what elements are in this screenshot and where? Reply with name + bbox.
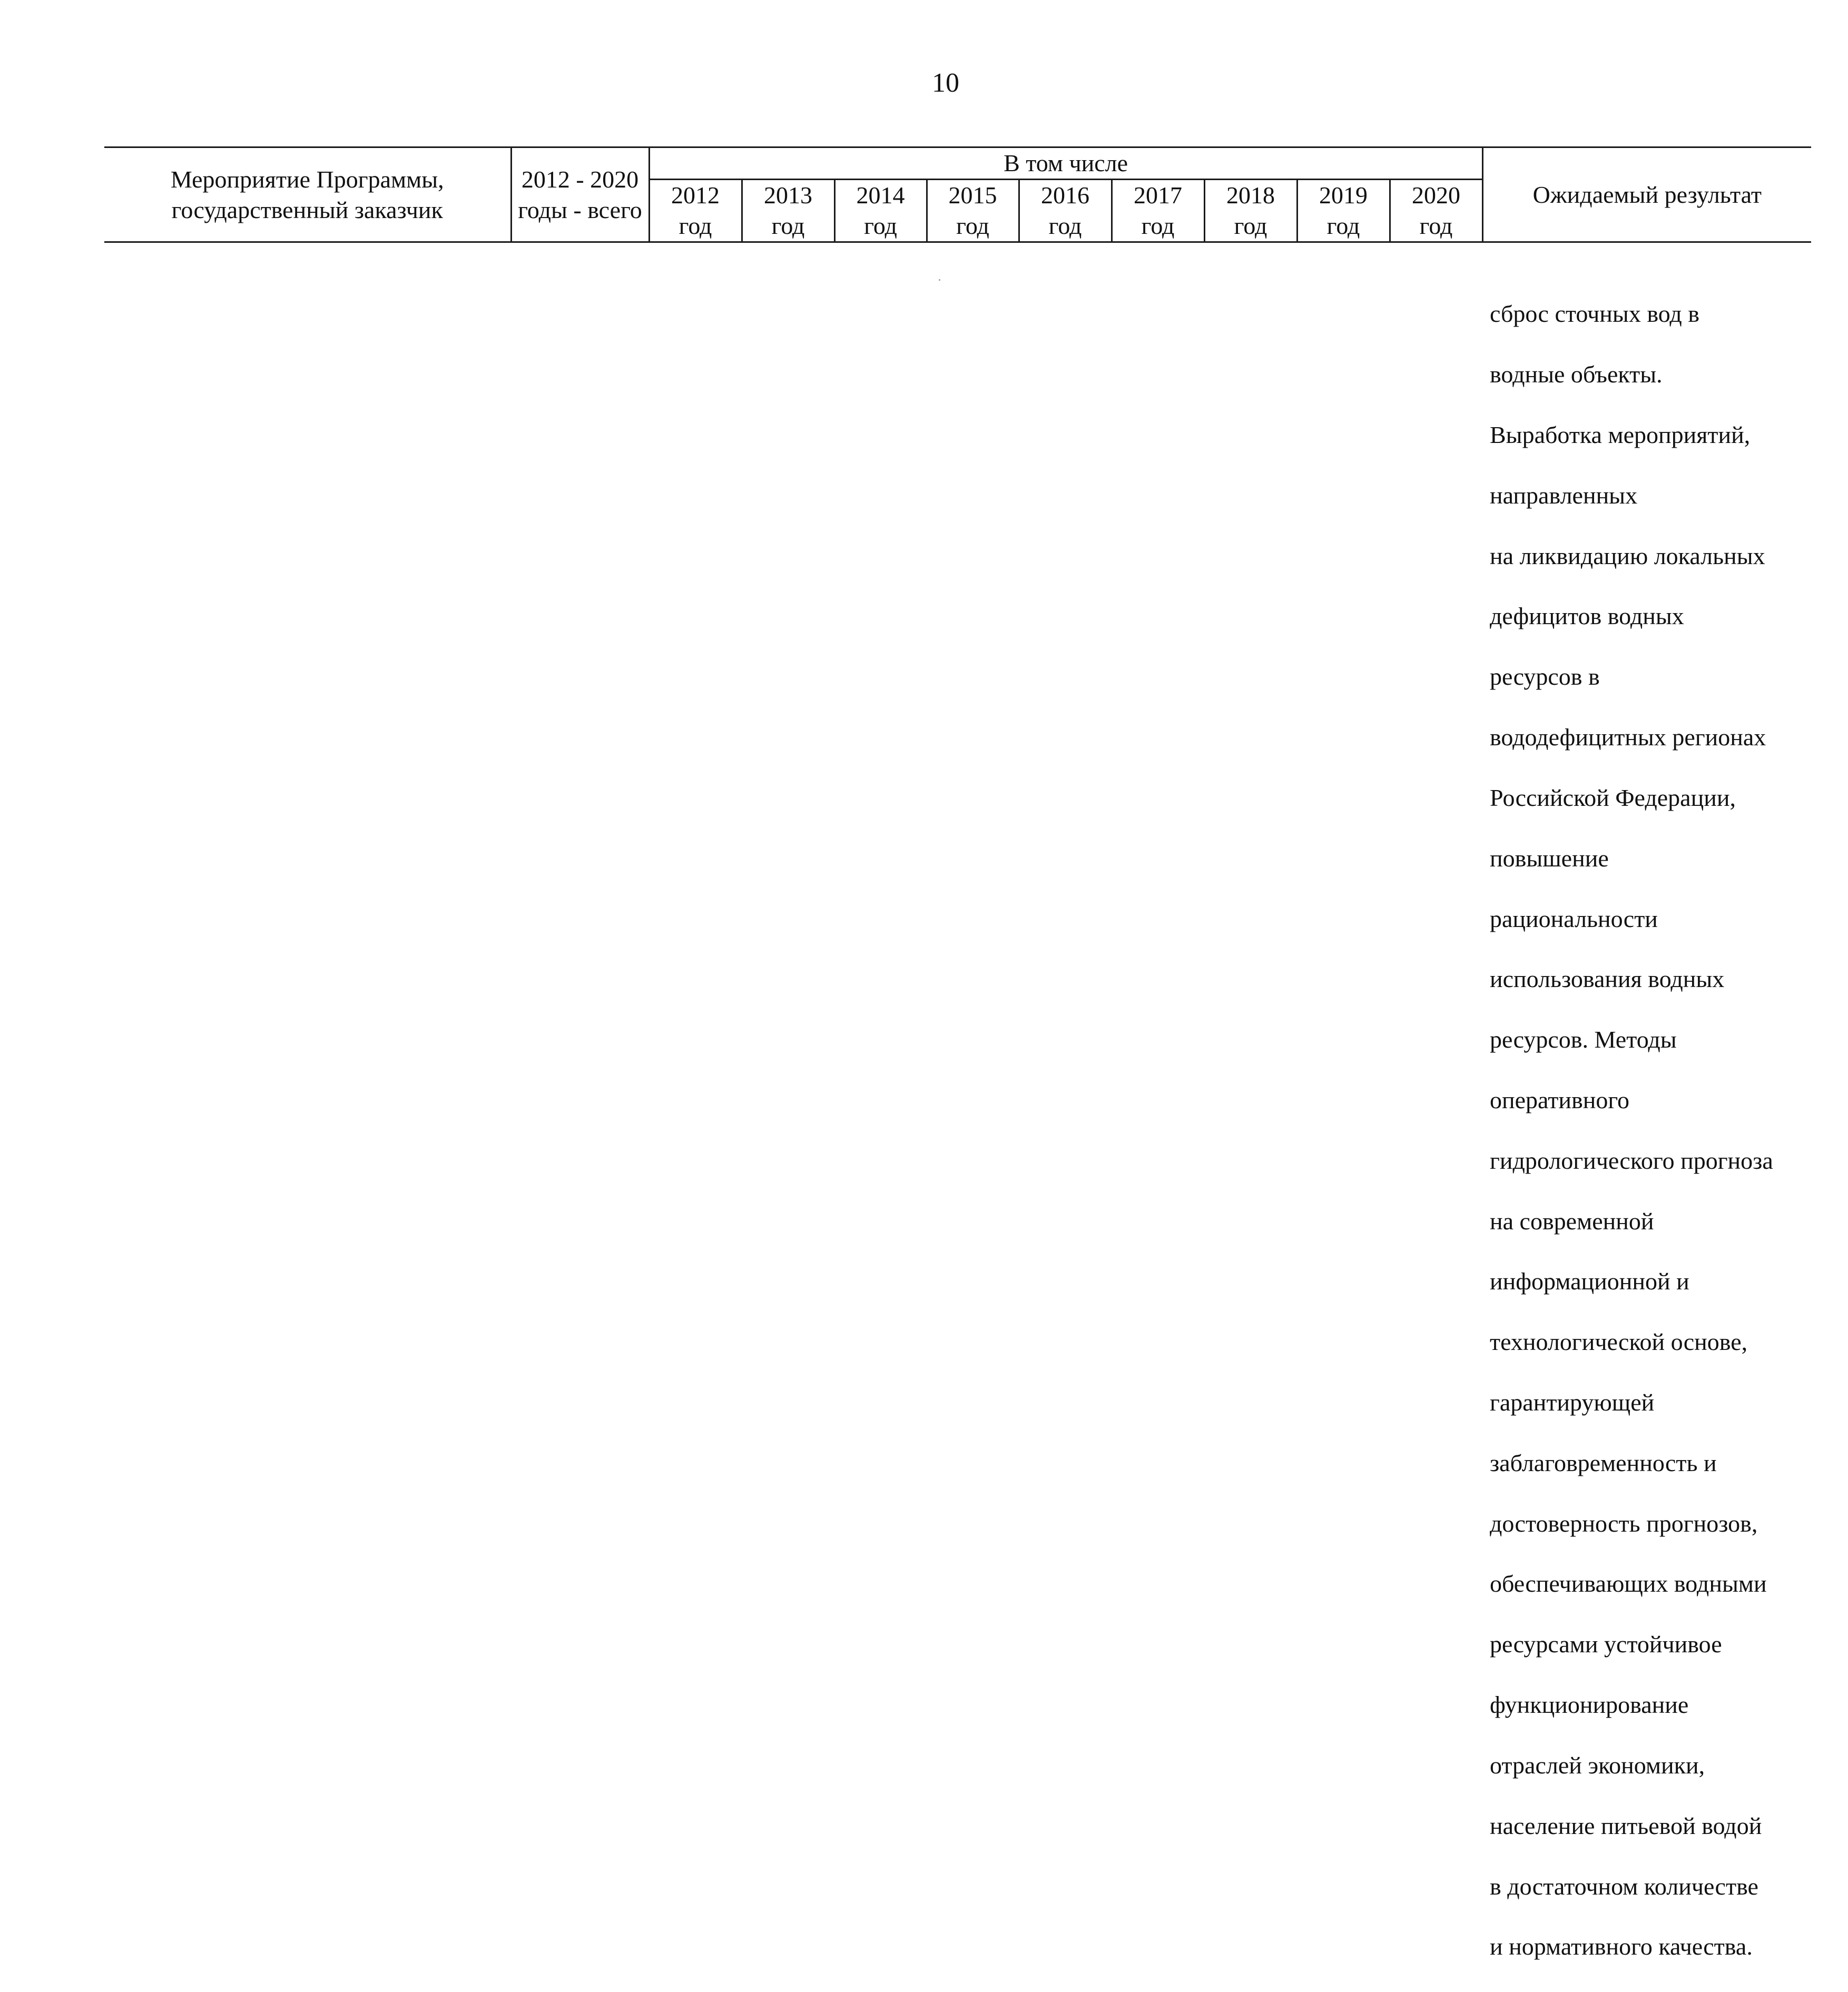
year-header-2013 <box>742 180 834 242</box>
result-line: информационной и <box>1490 1268 1689 1295</box>
result-line: в достаточном количестве <box>1490 1872 1758 1900</box>
year-number: 2015 <box>948 182 997 209</box>
result-line: водные объекты. <box>1490 361 1663 388</box>
year-unit: год <box>771 212 805 239</box>
year-header-2016 <box>1019 180 1112 242</box>
result-line: отраслей экономики, <box>1490 1751 1705 1779</box>
year-number: 2018 <box>1226 182 1275 209</box>
year-header-2017 <box>1112 180 1204 242</box>
year-number: 2019 <box>1319 182 1368 209</box>
year-header-2018 <box>1204 180 1297 242</box>
scan-speck <box>939 279 940 281</box>
year-number: 2014 <box>856 182 905 209</box>
result-line: дефицитов водных <box>1490 603 1684 630</box>
result-line: на современной <box>1490 1207 1654 1235</box>
result-line: ресурсов в <box>1490 663 1600 691</box>
result-column-header: Ожидаемый результат <box>1482 147 1811 242</box>
year-header-2020 <box>1390 180 1482 242</box>
year-number: 2012 <box>671 182 720 209</box>
year-unit: год <box>679 212 712 239</box>
year-header-2014 <box>834 180 927 242</box>
year-unit: год <box>864 212 897 239</box>
total-column-header: 2012 - 2020 годы - всего <box>511 147 649 242</box>
result-line: рациональности <box>1490 905 1658 932</box>
result-line: оперативного <box>1490 1086 1630 1113</box>
result-line: направленных <box>1490 481 1638 509</box>
result-line: население питьевой водой <box>1490 1812 1762 1839</box>
result-line: и нормативного качества. <box>1490 1933 1753 1960</box>
result-line: технологической основе, <box>1490 1328 1748 1356</box>
result-line: Выработка мероприятий, <box>1490 421 1751 449</box>
result-line: обеспечивающих водными <box>1490 1570 1767 1597</box>
result-line: достоверность прогнозов, <box>1490 1510 1758 1537</box>
year-header-2019 <box>1297 180 1390 242</box>
result-line: ресурсами устойчивое <box>1490 1631 1722 1658</box>
result-line: функционирование <box>1490 1691 1689 1719</box>
year-header-2015 <box>927 180 1019 242</box>
result-line: на ликвидацию локальных <box>1490 542 1765 569</box>
year-number: 2013 <box>764 182 812 209</box>
program-table-header <box>104 146 1811 243</box>
year-unit: год <box>1234 212 1267 239</box>
including-header: В том числе <box>649 147 1482 180</box>
result-line: гидрологического прогноза <box>1490 1147 1773 1174</box>
page-number: 10 <box>932 68 959 98</box>
year-unit: год <box>1326 212 1360 239</box>
year-unit: год <box>1048 212 1082 239</box>
year-unit: год <box>1141 212 1175 239</box>
result-line: повышение <box>1490 844 1609 872</box>
result-line: использования водных <box>1490 965 1725 993</box>
year-unit: год <box>956 212 989 239</box>
year-number: 2016 <box>1041 182 1089 209</box>
year-unit: год <box>1419 212 1453 239</box>
result-line: сброс сточных вод в <box>1490 300 1700 328</box>
result-line: Российской Федерации, <box>1490 784 1736 811</box>
expected-result-text <box>1490 269 1816 1992</box>
result-line: вододефицитных регионах <box>1490 724 1766 751</box>
event-column-header: Мероприятие Программы, государственный заказчик <box>104 147 511 242</box>
result-line: заблаговременность и <box>1490 1449 1717 1476</box>
year-number: 2020 <box>1412 182 1461 209</box>
year-header-2012 <box>649 180 742 242</box>
result-line: гарантирующей <box>1490 1389 1655 1416</box>
result-line: ресурсов. Методы <box>1490 1026 1677 1053</box>
year-number: 2017 <box>1134 182 1182 209</box>
